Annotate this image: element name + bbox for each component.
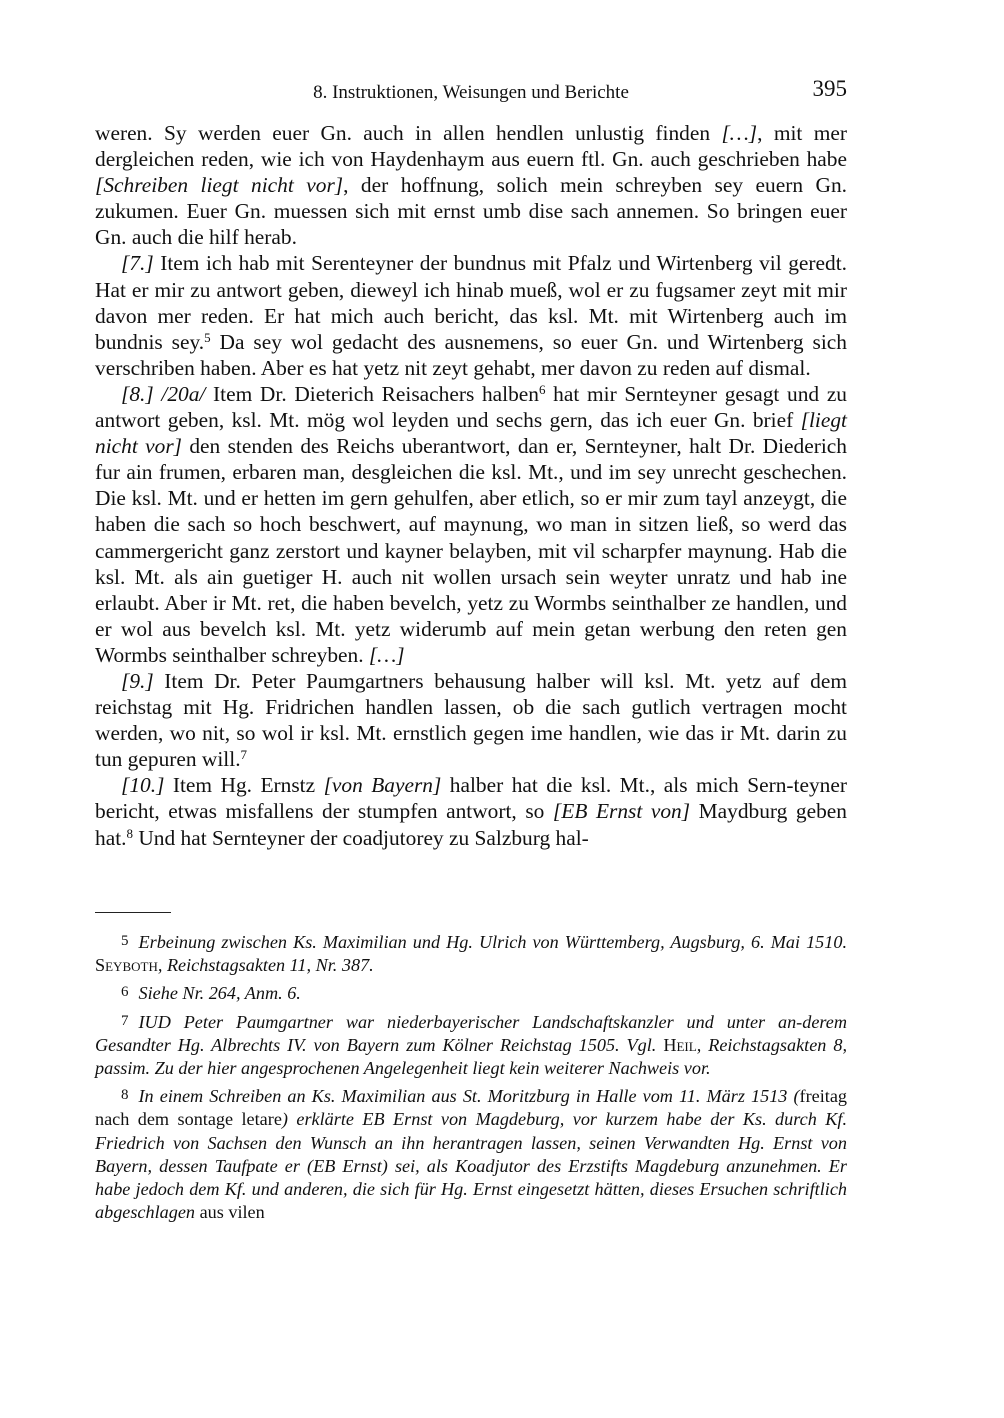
text-run: Item Dr. Peter Paumgartners behausung halber will ksl. Mt. yetz auf dem reichstag mit Hg. Fridrichen handlen lassen, ob die sach gutlich vertragen mocht werden, wo nit, so wol ir ksl. Mt. ernstlich gegen ime handlen, wie das ir Mt. darin zu tun gepuren will. [95, 668, 847, 772]
paragraph-1 [95, 120, 847, 250]
footnote-separator [95, 912, 171, 913]
footnote-ref-6[interactable]: 6 [538, 381, 546, 397]
footnotes [95, 930, 847, 1228]
editorial-note: [liegt nicht vor] [95, 408, 847, 459]
text-run: Item Hg. Ernstz [164, 773, 324, 798]
text-run: Da sey wol gedacht des ausnemens, so euer Gn. und Wirtenberg sich verschriben haben. Aber es hat yetz nit zeyt gehabt, mer davon zu reden auf dismal. [95, 329, 847, 380]
footnote-ref-8[interactable]: 8 [126, 825, 133, 841]
editorial-note: [EB Ernst von] [552, 799, 691, 824]
footnote-ref-7[interactable]: 7 [240, 747, 248, 763]
text-run: , mit mer dergleichen reden, wie ich von Haydenhaym aus euern ftl. Gn. auch geschrieben habe [95, 121, 847, 172]
footnote-number: 6 [121, 984, 129, 1001]
text-run: Maydburg geben hat. [95, 799, 848, 850]
section-number: [8.] /20a/ [121, 381, 206, 406]
quoted-source-text: aus vilen [199, 1202, 265, 1223]
running-title: 8. Instruktionen, Weisungen und Berichte [313, 82, 629, 103]
footnote-text: ) erklärte EB Ernst von Magdeburg, vor kurzem habe der Ks. durch Kf. Friedrich von Sachsen den Wunsch an ihn herantragen lassen, seinen Verwandten Hg. Ernst von Bayern, dessen Taufpate er (EB Ernst) sei, als Koadjutor des Erzstifts Magdeburg anzunehmen. Er habe jedoch dem Kf. und anderen, die sich für Hg. Ernst eingesetzt hätten, dieses Ersuchen schriftlich abgeschlagen [95, 1109, 847, 1223]
editorial-ellipsis: […] [721, 121, 758, 145]
section-number: [10.] [121, 773, 165, 798]
paragraph-8 [95, 381, 847, 668]
footnote-text: In einem Schreiben an Ks. Maximilian aus St. Moritzburg in Halle vom 11. März 1513 ( [138, 1086, 800, 1107]
footnote-5 [95, 930, 847, 977]
section-number: [7.] [121, 251, 154, 276]
author-name: Seyboth [95, 955, 158, 976]
footnote-6 [95, 981, 847, 1005]
editorial-note: [von Bayern] [323, 773, 442, 798]
footnote-text: , Reichstagsakten 8, passim. Zu der hier angesprochenen Angelegenheit liegt kein weiterer Nachweis vor. [95, 1034, 847, 1079]
text-run: , der hoffnung, solich mein schreyben sey euern Gn. zukumen. Euer Gn. muessen sich mit ernst umb dise sach annemen. So bringen euer Gn. auch die hilf herab. [95, 173, 848, 250]
footnote-8 [95, 1084, 847, 1224]
paragraph-10 [95, 772, 847, 850]
text-run: den stenden des Reichs uberantwort, dan er, Sernteyner, halt Dr. Diederich fur ain frumen, erbaren man, desgleichen die ksl. Mt., und im sey unrecht geschechen. Die ksl. Mt. und er hetten im gern gehulfen, aber etlich, so er mir zum tayl anzeygt, die haben die sach so hoch beschwert, auf maynung, wo man in sitzen ließ, so werd das cammergericht ganz zerstort und kayner belayben, mit vil scharpfer maynung. Hab die ksl. Mt. als ain guetiger H. auch nit wollen ursach sein weyter unratz und hab ine erlaubt. Aber ir Mt. ret, die haben bevelch, yetz zu Wormbs seinthalber ze handlen, und er wol aus bevelch ksl. Mt. yetz widerumb auf mein getan werbung den reten gen Wormbs seinthalber schreyben. [95, 434, 847, 667]
footnote-text: IUD Peter Paumgartner war niederbayerischer Landschaftskanzler und unter an-derem Gesandter Hg. Albrechts IV. von Bayern zum Kölner Reichstag 1505. Vgl. [95, 1011, 847, 1055]
editorial-ellipsis: […] [368, 642, 405, 667]
main-text [95, 120, 847, 851]
paragraph-7 [95, 250, 847, 380]
text-run: Und hat Sernteyner der coadjutorey zu Salzburg hal- [132, 825, 589, 850]
editorial-note: [Schreiben liegt nicht vor] [95, 173, 344, 198]
footnote-text: Erbeinung zwischen Ks. Maximilian und Hg. Ulrich von Württemberg, Augsburg, 6. Mai 1510. [138, 932, 847, 952]
footnote-number: 8 [121, 1087, 129, 1104]
footnote-number: 7 [121, 1012, 129, 1029]
footnote-number: 5 [121, 933, 129, 949]
paragraph-9 [95, 668, 847, 772]
footnote-7 [95, 1010, 847, 1081]
footnote-text: Siehe Nr. 264, Anm. 6. [138, 983, 301, 1004]
page-number: 395 [812, 76, 847, 101]
quoted-source-text: freitag nach dem sontage letare [95, 1086, 847, 1130]
section-number: [9.] [121, 668, 154, 693]
text-run: weren. Sy werden euer Gn. auch in allen hendlen unlustig finden [95, 121, 722, 145]
text-run: Item ich hab mit Serenteyner der bundnus mit Pfalz und Wirtenberg vil geredt. Hat er mir zu antwort geben, dieweyl ich hinab mueß, wol er zu fugsamer zeyt mit mir davon mer reden. Er hat mich auch bericht, das ksl. Mt. mit Wirtenberg auch im bundnis sey. [95, 251, 847, 354]
page-header [95, 76, 847, 108]
footnote-ref-5[interactable]: 5 [204, 329, 211, 345]
text-run: Item Dr. Dieterich Reisachers halben [205, 381, 539, 406]
text-run: hat mir Sernteyner gesagt und zu antwort geben, ksl. Mt. mög wol leyden und sechs gern, das ich euer Gn. brief [95, 381, 848, 433]
author-name: Heil [663, 1034, 697, 1055]
footnote-text: , Reichstagsakten 11, Nr. 387. [157, 955, 374, 976]
text-run: halber hat die ksl. Mt., als mich Sern-teyner bericht, etwas misfallens der stumpfen antwort, so [95, 773, 847, 824]
